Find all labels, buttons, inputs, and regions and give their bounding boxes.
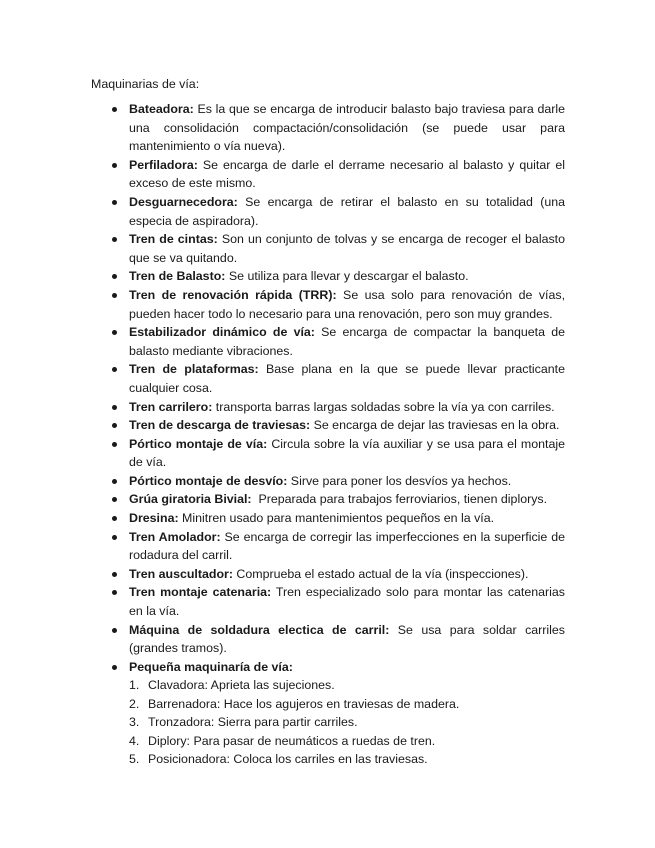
sublist-item (129, 732, 565, 750)
bullet-icon (112, 590, 117, 595)
item-text: Comprueba el estado actual de la vía (inspecciones). (232, 566, 529, 581)
item-text: Tren especializado solo para montar las catenarias en la vía. (129, 585, 565, 619)
sublist-number: 2. (129, 696, 140, 711)
item-term: Grúa giratoria Bivial: (129, 492, 252, 507)
item-term: Bateadora: (129, 102, 194, 116)
list-item (91, 472, 565, 491)
sublist-number: 4. (129, 733, 140, 748)
item-text: Circula sobre la vía auxiliar y se usa para el montaje de vía. (129, 436, 565, 470)
sublist-text: Clavadora: Aprieta las sujeciones. (148, 678, 335, 693)
item-text: Se encarga de retirar el balasto en su totalidad (una especia de aspiradora). (129, 194, 565, 228)
list-item (91, 360, 565, 397)
item-text: Se utiliza para llevar y descargar el balasto. (225, 269, 469, 284)
bullet-icon (112, 572, 117, 577)
item-text: Se encarga de corregir las imperfecciones en la superficie de rodadura del carril. (129, 529, 565, 563)
section-heading: Maquinarias de vía: (91, 77, 200, 91)
bullet-icon (112, 479, 117, 484)
bullet-icon (112, 163, 117, 168)
list-item (91, 658, 565, 769)
item-term: Tren de cintas: (129, 232, 218, 247)
machinery-list (91, 100, 565, 768)
item-term: Pórtico montaje de desvío: (129, 473, 288, 488)
sublist-number: 3. (129, 715, 140, 730)
list-item (91, 323, 565, 360)
sublist-text: Posicionadora: Coloca los carriles en las traviesas. (148, 752, 428, 767)
item-term: Estabilizador dinámico de vía: (129, 325, 315, 340)
item-text: Preparada para trabajos ferroviarios, tienen diplorys. (251, 492, 548, 507)
bullet-icon (112, 237, 117, 242)
item-term: Tren de renovación rápida (TRR): (129, 287, 337, 302)
bullet-icon (112, 516, 117, 521)
item-term: Tren de descarga de traviesas: (129, 418, 311, 433)
list-item (91, 565, 565, 584)
item-text: Se encarga de darle el derrame necesario al balasto y quitar el exceso de este mismo. (129, 157, 565, 191)
item-text: Base plana en la que se puede llevar practicante cualquier cosa. (129, 362, 565, 395)
item-term: Tren montaje catenaria: (129, 585, 272, 600)
item-text: Se usa para soldar carriles (grandes tramos). (129, 622, 565, 656)
bullet-icon (112, 274, 117, 279)
list-item (91, 193, 565, 230)
list-item (91, 490, 565, 509)
item-text: Se usa solo para renovación de vías, pueden hacer todo lo necesario para una renovación, pero son muy grandes. (129, 287, 566, 321)
item-text: Se encarga de dejar las traviesas en la obra. (310, 418, 560, 433)
bullet-icon (112, 367, 117, 372)
item-text: Se encarga de compactar la banqueta de balasto mediante vibraciones. (129, 325, 565, 358)
item-term: Perfiladora: (129, 157, 198, 172)
sublist-item (129, 676, 565, 694)
item-term: Tren de Balasto: (129, 269, 226, 284)
bullet-icon (112, 535, 117, 540)
sublist-item (129, 695, 565, 713)
bullet-icon (112, 330, 117, 335)
sublist-text: Tronzadora: Sierra para partir carriles. (148, 715, 358, 730)
bullet-icon (112, 628, 117, 633)
bullet-icon (112, 200, 117, 205)
bullet-icon (112, 442, 117, 447)
item-term: Tren carrilero: (129, 399, 213, 414)
sublist-item (129, 750, 565, 768)
small-machinery-sublist (129, 676, 565, 768)
list-item (91, 509, 565, 528)
list-item (91, 286, 565, 323)
item-term: Desguarnecedora: (129, 194, 238, 209)
item-term: Tren auscultador: (129, 566, 233, 581)
item-term: Máquina de soldadura electica de carril: (129, 622, 390, 637)
sublist-text: Diplory: Para pasar de neumáticos a ruedas de tren. (148, 733, 436, 748)
list-item (91, 416, 565, 435)
item-term: Tren de plataformas: (129, 362, 259, 377)
item-text: transporta barras largas soldadas sobre la vía ya con carriles. (212, 399, 555, 414)
list-item (91, 435, 565, 472)
sublist-text: Barrenadora: Hace los agujeros en traviesas de madera. (148, 696, 460, 711)
list-item (91, 267, 565, 286)
bullet-icon (112, 665, 117, 670)
sublist-item (129, 713, 565, 731)
item-term: Pequeña maquinaría de vía: (129, 659, 293, 674)
list-item (91, 156, 565, 193)
list-item (91, 528, 565, 565)
item-text: Sirve para poner los desvíos ya hechos. (287, 473, 512, 488)
item-text: Es la que se encarga de introducir balasto bajo traviesa para darle una consolidación compactación/consolidación (se puede usar para mantenimiento o vía nueva). (129, 102, 565, 154)
list-item (91, 230, 565, 267)
item-term: Tren Amolador: (129, 529, 221, 544)
bullet-icon (112, 405, 117, 410)
sublist-number: 5. (129, 752, 140, 767)
bullet-icon (112, 423, 117, 428)
bullet-icon (112, 107, 117, 112)
list-item (91, 583, 565, 620)
list-item (91, 100, 565, 156)
item-term: Dresina: (129, 511, 179, 526)
bullet-icon (112, 293, 117, 298)
item-term: Pórtico montaje de vía: (129, 436, 268, 451)
list-item (91, 621, 565, 658)
sublist-number: 1. (129, 678, 140, 693)
list-item (91, 398, 565, 417)
item-text: Minitren usado para mantenimientos pequeños en la vía. (178, 511, 495, 526)
item-text: Son un conjunto de tolvas y se encarga de recoger el balasto que se va quitando. (129, 232, 565, 265)
bullet-icon (112, 497, 117, 502)
